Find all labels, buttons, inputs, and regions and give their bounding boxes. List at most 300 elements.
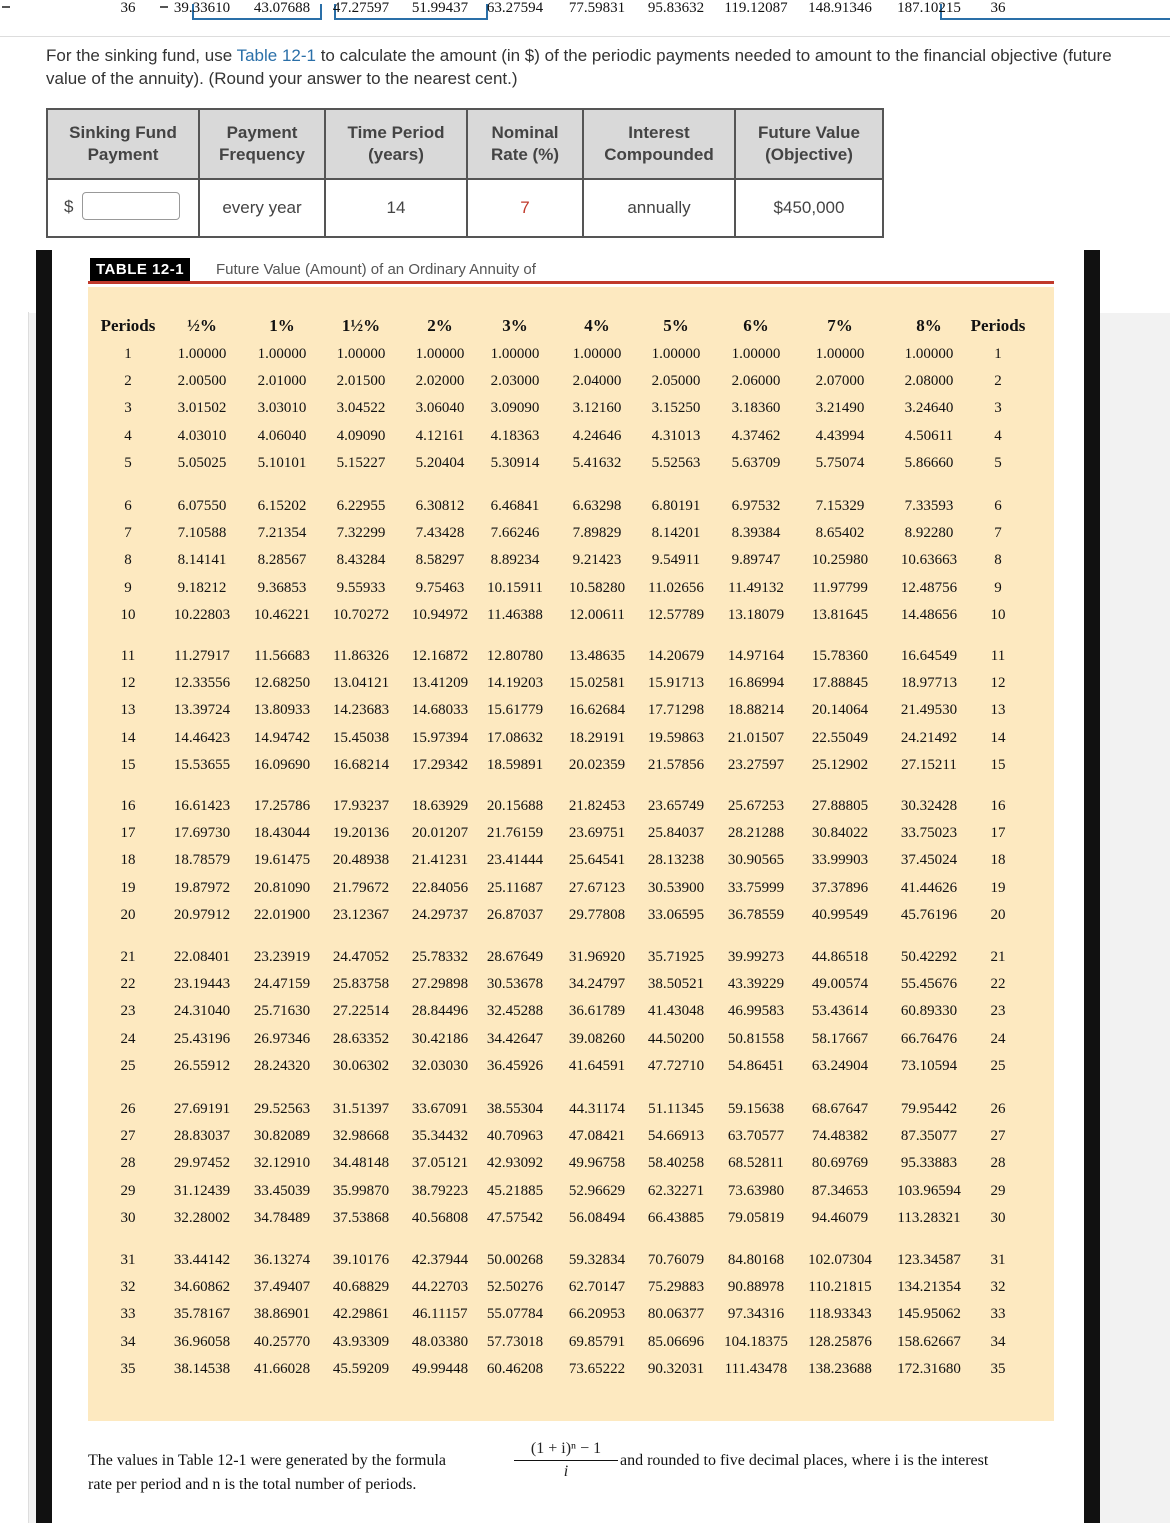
period-number: 35 xyxy=(120,1360,136,1377)
annuity-value: 55.45676 xyxy=(900,976,958,993)
header-sinking-fund-payment: Sinking Fund Payment xyxy=(47,109,199,179)
annuity-value: 2.02000 xyxy=(415,373,465,390)
formula-denominator: i xyxy=(563,1463,569,1480)
annuity-value: 42.37944 xyxy=(411,1252,469,1268)
annuity-value: 33.99903 xyxy=(811,852,869,869)
annuity-value: 3.03010 xyxy=(257,400,307,417)
annuity-value: 5.63709 xyxy=(731,454,781,471)
annuity-value: 7.89829 xyxy=(572,525,622,542)
period-number: 25 xyxy=(120,1057,136,1074)
annuity-value: 5.30914 xyxy=(490,454,540,471)
annuity-value: 30.53678 xyxy=(486,976,544,993)
annuity-value: 14.48656 xyxy=(900,606,958,623)
annuity-value: 52.50276 xyxy=(486,1279,544,1296)
period-number-right: 5 xyxy=(994,454,1002,471)
annuity-value: 9.21423 xyxy=(572,552,622,569)
annuity-value: 16.68214 xyxy=(332,756,390,773)
annuity-value: 21.49530 xyxy=(900,702,958,719)
annuity-value: 77.59831 xyxy=(568,0,626,16)
annuity-value: 22.01900 xyxy=(253,906,311,923)
annuity-value: 25.67253 xyxy=(727,798,785,814)
annuity-value: 6.97532 xyxy=(731,498,781,514)
annuity-value: 14.23683 xyxy=(332,702,390,719)
annuity-value: 19.59863 xyxy=(647,729,705,746)
annuity-value: 70.76079 xyxy=(647,1252,705,1268)
header-interest-compounded: Interest Compounded xyxy=(583,109,735,179)
period-number: 31 xyxy=(120,1252,136,1268)
annuity-value: 60.46208 xyxy=(486,1360,544,1377)
annuity-value: 14.97164 xyxy=(727,648,785,664)
annuity-value: 51.11345 xyxy=(648,1101,704,1117)
annuity-value: 36.61789 xyxy=(568,1003,626,1020)
annuity-value: 38.79223 xyxy=(411,1182,469,1199)
footnote-before: The values in Table 12-1 were generated by the formula xyxy=(88,1452,446,1469)
period-number: 19 xyxy=(120,879,136,896)
annuity-value: 38.55304 xyxy=(486,1101,544,1117)
future-value-cell: $450,000 xyxy=(735,179,883,237)
annuity-value: 21.79672 xyxy=(332,879,390,896)
annuity-value: 42.29861 xyxy=(332,1306,390,1323)
payment-answer-input[interactable] xyxy=(82,192,180,220)
period-number-right: 13 xyxy=(990,702,1006,719)
annuity-value: 21.01507 xyxy=(727,729,785,746)
period-number: 14 xyxy=(120,729,136,746)
annuity-value: 14.68033 xyxy=(411,702,469,719)
annuity-value: 46.11157 xyxy=(412,1306,468,1323)
caption-rule xyxy=(88,281,1054,284)
annuity-value: 10.70272 xyxy=(332,606,390,623)
annuity-value: 28.21288 xyxy=(727,825,785,842)
annuity-value: 63.27594 xyxy=(486,0,544,16)
annuity-value: 102.07304 xyxy=(808,1252,872,1268)
annuity-value: 95.83632 xyxy=(647,0,705,16)
annuity-value: 47.57542 xyxy=(486,1209,544,1226)
annuity-value: 41.43048 xyxy=(647,1003,705,1020)
annuity-value: 57.73018 xyxy=(486,1333,544,1350)
annuity-value: 12.68250 xyxy=(253,675,311,692)
rate-header: 1½% xyxy=(341,316,381,335)
table-link[interactable]: Table 12-1 xyxy=(236,46,316,65)
annuity-value: 13.48635 xyxy=(568,648,626,664)
annuity-value: 2.01500 xyxy=(336,373,386,390)
annuity-value: 3.12160 xyxy=(572,400,622,417)
annuity-value: 25.64541 xyxy=(568,852,626,869)
annuity-value: 20.81090 xyxy=(253,879,311,896)
annuity-value: 12.57789 xyxy=(647,606,705,623)
annuity-value: 13.80933 xyxy=(253,702,311,719)
annuity-value: 33.45039 xyxy=(253,1182,311,1199)
annuity-value: 27.88805 xyxy=(811,798,869,814)
annuity-value: 24.47159 xyxy=(253,976,311,993)
annuity-value: 24.47052 xyxy=(332,949,390,965)
annuity-value: 6.30812 xyxy=(415,498,465,514)
annuity-value: 6.63298 xyxy=(572,498,622,514)
annuity-value: 23.41444 xyxy=(486,852,544,869)
annuity-value: 23.19443 xyxy=(173,976,231,993)
annuity-value: 27.67123 xyxy=(568,879,626,896)
annuity-value: 38.86901 xyxy=(253,1306,311,1323)
annuity-value: 28.67649 xyxy=(486,949,544,965)
annuity-value: 30.42186 xyxy=(411,1030,469,1047)
annuity-value: 110.21815 xyxy=(808,1279,872,1296)
annuity-value: 3.01502 xyxy=(177,400,227,417)
annuity-value: 3.15250 xyxy=(651,400,701,417)
annuity-value: 37.49407 xyxy=(253,1279,311,1296)
annuity-value: 34.60862 xyxy=(173,1279,231,1296)
annuity-value: 8.43284 xyxy=(336,552,386,569)
rate-header: 7% xyxy=(827,316,853,335)
annuity-value: 90.88978 xyxy=(727,1279,785,1296)
annuity-value: 148.91346 xyxy=(808,0,872,16)
annuity-value: 75.29883 xyxy=(647,1279,705,1296)
annuity-value: 15.45038 xyxy=(332,729,390,746)
annuity-value: 8.39384 xyxy=(731,525,781,542)
annuity-value: 22.08401 xyxy=(173,949,231,965)
period-number: 9 xyxy=(124,579,132,596)
annuity-value: 42.93092 xyxy=(486,1155,544,1172)
annuity-value: 7.66246 xyxy=(490,525,540,542)
period-number-right: 36 xyxy=(990,0,1006,16)
annuity-value: 37.45024 xyxy=(900,852,958,869)
annuity-value: 18.63929 xyxy=(411,798,469,814)
annuity-value: 40.25770 xyxy=(253,1333,311,1350)
annuity-value: 5.10101 xyxy=(257,454,307,471)
annuity-value: 24.31040 xyxy=(173,1003,231,1020)
annuity-value: 28.84496 xyxy=(411,1003,469,1020)
annuity-value: 134.21354 xyxy=(897,1279,961,1296)
annuity-value: 41.44626 xyxy=(900,879,958,896)
period-number-right: 4 xyxy=(994,427,1002,444)
annuity-value: 28.83037 xyxy=(173,1128,231,1145)
annuity-value: 1.00000 xyxy=(177,346,227,362)
annuity-value: 15.97394 xyxy=(411,729,469,746)
annuity-value: 41.66028 xyxy=(253,1360,311,1377)
annuity-value: 63.70577 xyxy=(727,1128,785,1145)
annuity-value: 1.00000 xyxy=(257,346,307,362)
period-number: 22 xyxy=(120,976,136,993)
annuity-value: 80.06377 xyxy=(647,1306,705,1323)
period-number-right: 8 xyxy=(994,552,1002,569)
annuity-value: 48.03380 xyxy=(411,1333,469,1350)
currency-symbol: $ xyxy=(64,197,74,216)
annuity-value: 58.40258 xyxy=(647,1155,705,1172)
annuity-value: 10.46221 xyxy=(253,606,311,623)
annuity-value: 18.59891 xyxy=(486,756,544,773)
annuity-value: 59.32834 xyxy=(568,1252,626,1268)
annuity-value: 145.95062 xyxy=(897,1306,961,1323)
annuity-value: 20.01207 xyxy=(411,825,469,842)
annuity-value: 1.00000 xyxy=(336,346,386,362)
period-number: 29 xyxy=(120,1182,136,1199)
table-label: TABLE 12-1 xyxy=(90,258,190,282)
annuity-value: 40.56808 xyxy=(411,1209,469,1226)
annuity-value: 28.13238 xyxy=(647,852,705,869)
annuity-value: 35.99870 xyxy=(332,1182,390,1199)
annuity-value: 33.75999 xyxy=(727,879,785,896)
annuity-value: 31.51397 xyxy=(332,1101,390,1117)
annuity-value: 128.25876 xyxy=(808,1333,872,1350)
period-number: 1 xyxy=(124,346,132,362)
annuity-value: 7.15329 xyxy=(815,498,865,514)
annuity-value: 2.06000 xyxy=(731,373,781,390)
annuity-value: 8.14201 xyxy=(651,525,701,542)
annuity-value: 8.58297 xyxy=(415,552,465,569)
annuity-value: 10.94972 xyxy=(411,606,469,623)
period-number-right: 20 xyxy=(990,906,1006,923)
annuity-value: 18.29191 xyxy=(568,729,626,746)
annuity-value: 34.42647 xyxy=(486,1030,544,1047)
annuity-value: 18.43044 xyxy=(253,825,311,842)
annuity-value: 11.86326 xyxy=(333,648,389,664)
annuity-value: 40.70963 xyxy=(486,1128,544,1145)
annuity-value: 39.99273 xyxy=(727,949,785,965)
period-number-right: 6 xyxy=(994,498,1002,514)
annuity-value: 10.25980 xyxy=(811,552,869,569)
annuity-value: 1.00000 xyxy=(651,346,701,362)
annuity-value: 11.27917 xyxy=(174,648,230,664)
frequency-cell: every year xyxy=(199,179,325,237)
annuity-value: 5.05025 xyxy=(177,454,227,471)
annuity-value: 7.33593 xyxy=(904,498,954,514)
annuity-value: 40.68829 xyxy=(332,1279,390,1296)
annuity-value: 26.97346 xyxy=(253,1030,311,1047)
annuity-value: 33.75023 xyxy=(900,825,958,842)
annuity-value: 9.18212 xyxy=(177,579,227,596)
annuity-value: 35.71925 xyxy=(647,949,705,965)
annuity-value: 25.78332 xyxy=(411,949,469,965)
annuity-value: 1.00000 xyxy=(490,346,540,362)
period-number: 34 xyxy=(120,1333,136,1350)
annuity-value: 39.33610 xyxy=(173,0,231,16)
annuity-value: 6.22955 xyxy=(336,498,386,514)
annuity-value: 25.12902 xyxy=(811,756,869,773)
annuity-value: 22.55049 xyxy=(811,729,869,746)
annuity-value: 17.25786 xyxy=(253,798,311,814)
time-period-cell: 14 xyxy=(325,179,467,237)
annuity-value: 73.10594 xyxy=(900,1057,958,1074)
panel-side xyxy=(0,312,29,1523)
annuity-value: 8.14141 xyxy=(177,552,227,569)
annuity-value: 10.22803 xyxy=(173,606,231,623)
annuity-value: 40.99549 xyxy=(811,906,869,923)
period-number: 30 xyxy=(120,1209,136,1226)
annuity-value: 12.48756 xyxy=(900,579,958,596)
period-number-right: 33 xyxy=(990,1306,1006,1323)
annuity-value: 20.48938 xyxy=(332,852,390,869)
header-payment-frequency: Payment Frequency xyxy=(199,109,325,179)
annuity-value: 10.58280 xyxy=(568,579,626,596)
period-number-right: 25 xyxy=(990,1057,1006,1074)
annuity-value: 20.14064 xyxy=(811,702,869,719)
annuity-value: 15.61779 xyxy=(486,702,544,719)
period-number: 5 xyxy=(124,454,132,471)
annuity-value: 3.04522 xyxy=(336,400,386,417)
annuity-value: 25.71630 xyxy=(253,1003,311,1020)
payment-cell xyxy=(47,179,199,237)
annuity-value: 172.31680 xyxy=(897,1360,961,1377)
annuity-value: 29.52563 xyxy=(253,1101,311,1117)
annuity-value: 5.52563 xyxy=(651,454,701,471)
annuity-value: 26.87037 xyxy=(486,906,544,923)
annuity-value: 47.08421 xyxy=(568,1128,626,1145)
period-number-right: 11 xyxy=(990,648,1006,664)
period-number: 10 xyxy=(120,606,136,623)
annuity-value: 68.52811 xyxy=(728,1155,784,1172)
annuity-value: 12.16872 xyxy=(411,648,469,664)
annuity-value: 62.70147 xyxy=(568,1279,626,1296)
period-number: 33 xyxy=(120,1306,136,1323)
annuity-value: 8.92280 xyxy=(904,525,954,542)
annuity-value: 38.50521 xyxy=(647,976,705,993)
annuity-value: 23.69751 xyxy=(568,825,626,842)
annuity-value: 23.23919 xyxy=(253,949,311,965)
annuity-value: 3.24640 xyxy=(904,400,954,417)
annuity-value: 15.53655 xyxy=(173,756,231,773)
annuity-value: 4.24646 xyxy=(572,427,622,444)
annuity-value: 18.97713 xyxy=(900,675,958,692)
annuity-value: 54.66913 xyxy=(647,1128,705,1145)
annuity-value: 3.09090 xyxy=(490,400,540,417)
period-number-right: 16 xyxy=(990,798,1006,814)
annuity-value: 31.96920 xyxy=(568,949,626,965)
formula-fraction xyxy=(514,1438,618,1483)
annuity-value: 2.01000 xyxy=(257,373,307,390)
annuity-value: 36.45926 xyxy=(486,1057,544,1074)
annuity-value: 66.20953 xyxy=(568,1306,626,1323)
annuity-value: 1.00000 xyxy=(415,346,465,362)
annuity-value: 69.85791 xyxy=(568,1333,626,1350)
annuity-value: 4.09090 xyxy=(336,427,386,444)
annuity-value: 73.63980 xyxy=(727,1182,785,1199)
annuity-value: 2.08000 xyxy=(904,373,954,390)
period-number-right: 32 xyxy=(990,1279,1006,1296)
annuity-value: 28.24320 xyxy=(253,1057,311,1074)
period-number-right: 24 xyxy=(990,1030,1006,1047)
annuity-value: 9.55933 xyxy=(336,579,386,596)
annuity-value: 39.10176 xyxy=(332,1252,390,1268)
annuity-value: 38.14538 xyxy=(173,1360,231,1377)
annuity-value: 21.41231 xyxy=(411,852,469,869)
annuity-value: 3.21490 xyxy=(815,400,865,417)
period-number: 28 xyxy=(120,1155,136,1172)
annuity-value: 43.07688 xyxy=(253,0,311,16)
annuity-value: 27.69191 xyxy=(173,1101,231,1117)
annuity-value: 87.35077 xyxy=(900,1128,958,1145)
header-time-period: Time Period (years) xyxy=(325,109,467,179)
annuity-value: 7.43428 xyxy=(415,525,465,542)
annuity-value: 52.96629 xyxy=(568,1182,626,1199)
rate-header: 1% xyxy=(269,316,295,335)
annuity-value: 5.20404 xyxy=(415,454,465,471)
annuity-value: 30.90565 xyxy=(727,852,785,869)
compounded-cell: annually xyxy=(583,179,735,237)
period-number-right: 31 xyxy=(990,1252,1006,1268)
annuity-value: 19.87972 xyxy=(173,879,231,896)
annuity-value: 68.67647 xyxy=(811,1101,869,1117)
annuity-value: 25.11687 xyxy=(487,879,543,896)
annuity-value: 90.32031 xyxy=(647,1360,705,1377)
annuity-value: 49.99448 xyxy=(411,1360,469,1377)
annuity-value: 59.15638 xyxy=(727,1101,785,1117)
period-number: 21 xyxy=(120,949,136,965)
period-number-right: 14 xyxy=(990,729,1006,746)
period-number-right: 26 xyxy=(990,1101,1006,1117)
annuity-value: 31.12439 xyxy=(173,1182,231,1199)
annuity-value: 34.24797 xyxy=(568,976,626,993)
annuity-value: 28.63352 xyxy=(332,1030,390,1047)
annuity-value: 9.54911 xyxy=(651,552,701,569)
period-number-right: 18 xyxy=(990,852,1006,869)
toolbar-mark xyxy=(2,6,10,8)
period-number: 2 xyxy=(124,373,132,390)
annuity-value: 7.21354 xyxy=(257,525,307,542)
annuity-value: 16.64549 xyxy=(900,648,958,664)
annuity-value: 36.78559 xyxy=(727,906,785,923)
period-number-right: 3 xyxy=(994,400,1002,417)
annuity-value: 4.37462 xyxy=(731,427,781,444)
annuity-value: 51.99437 xyxy=(411,0,469,16)
annuity-value: 14.94742 xyxy=(253,729,311,746)
annuity-value: 58.17667 xyxy=(811,1030,869,1047)
annuity-value: 45.59209 xyxy=(332,1360,390,1377)
annuity-value: 18.78579 xyxy=(173,852,231,869)
period-number-right: 23 xyxy=(990,1003,1006,1020)
annuity-value: 33.67091 xyxy=(411,1101,469,1117)
annuity-value: 22.84056 xyxy=(411,879,469,896)
annuity-value: 34.48148 xyxy=(332,1155,390,1172)
annuity-value: 44.22703 xyxy=(411,1279,469,1296)
annuity-value: 95.33883 xyxy=(900,1155,958,1172)
annuity-value: 13.18079 xyxy=(727,606,785,623)
rate-header: 4% xyxy=(584,316,610,335)
rate-header: 5% xyxy=(663,316,689,335)
question-prefix: For the sinking fund, use xyxy=(46,46,237,65)
annuity-value: 85.06696 xyxy=(647,1333,705,1350)
period-number: 32 xyxy=(120,1279,136,1296)
annuity-value: 1.00000 xyxy=(731,346,781,362)
annuity-value: 34.78489 xyxy=(253,1209,311,1226)
period-number-right: 29 xyxy=(990,1182,1006,1199)
annuity-value: 94.46079 xyxy=(811,1209,869,1226)
period-number: 36 xyxy=(120,0,136,16)
annuity-value: 138.23688 xyxy=(808,1360,872,1377)
annuity-value: 16.61423 xyxy=(173,798,231,814)
annuity-value: 4.43994 xyxy=(815,427,865,444)
annuity-value: 6.07550 xyxy=(177,498,227,514)
annuity-value: 60.89330 xyxy=(900,1003,958,1020)
annuity-value: 50.81558 xyxy=(727,1030,785,1047)
annuity-value: 2.07000 xyxy=(815,373,865,390)
annuity-value: 30.84022 xyxy=(811,825,869,842)
annuity-value: 1.00000 xyxy=(904,346,954,362)
annuity-value: 6.80191 xyxy=(651,498,701,514)
annuity-value: 17.88845 xyxy=(811,675,869,692)
annuity-value: 113.28321 xyxy=(897,1209,961,1226)
period-number-right: 30 xyxy=(990,1209,1006,1226)
annuity-value: 37.37896 xyxy=(811,879,869,896)
annuity-value: 16.62684 xyxy=(568,702,626,719)
annuity-value: 35.34432 xyxy=(411,1128,469,1145)
annuity-value: 14.20679 xyxy=(647,648,705,664)
period-number-right: 10 xyxy=(990,606,1006,623)
annuity-value: 16.86994 xyxy=(727,675,785,692)
annuity-value: 8.89234 xyxy=(490,552,540,569)
period-number: 18 xyxy=(120,852,136,869)
annuity-value: 13.81645 xyxy=(811,606,869,623)
annuity-value: 97.34316 xyxy=(727,1306,785,1323)
footnote-after: and rounded to five decimal places, where i is the interest xyxy=(620,1452,989,1469)
annuity-value: 30.82089 xyxy=(253,1128,311,1145)
